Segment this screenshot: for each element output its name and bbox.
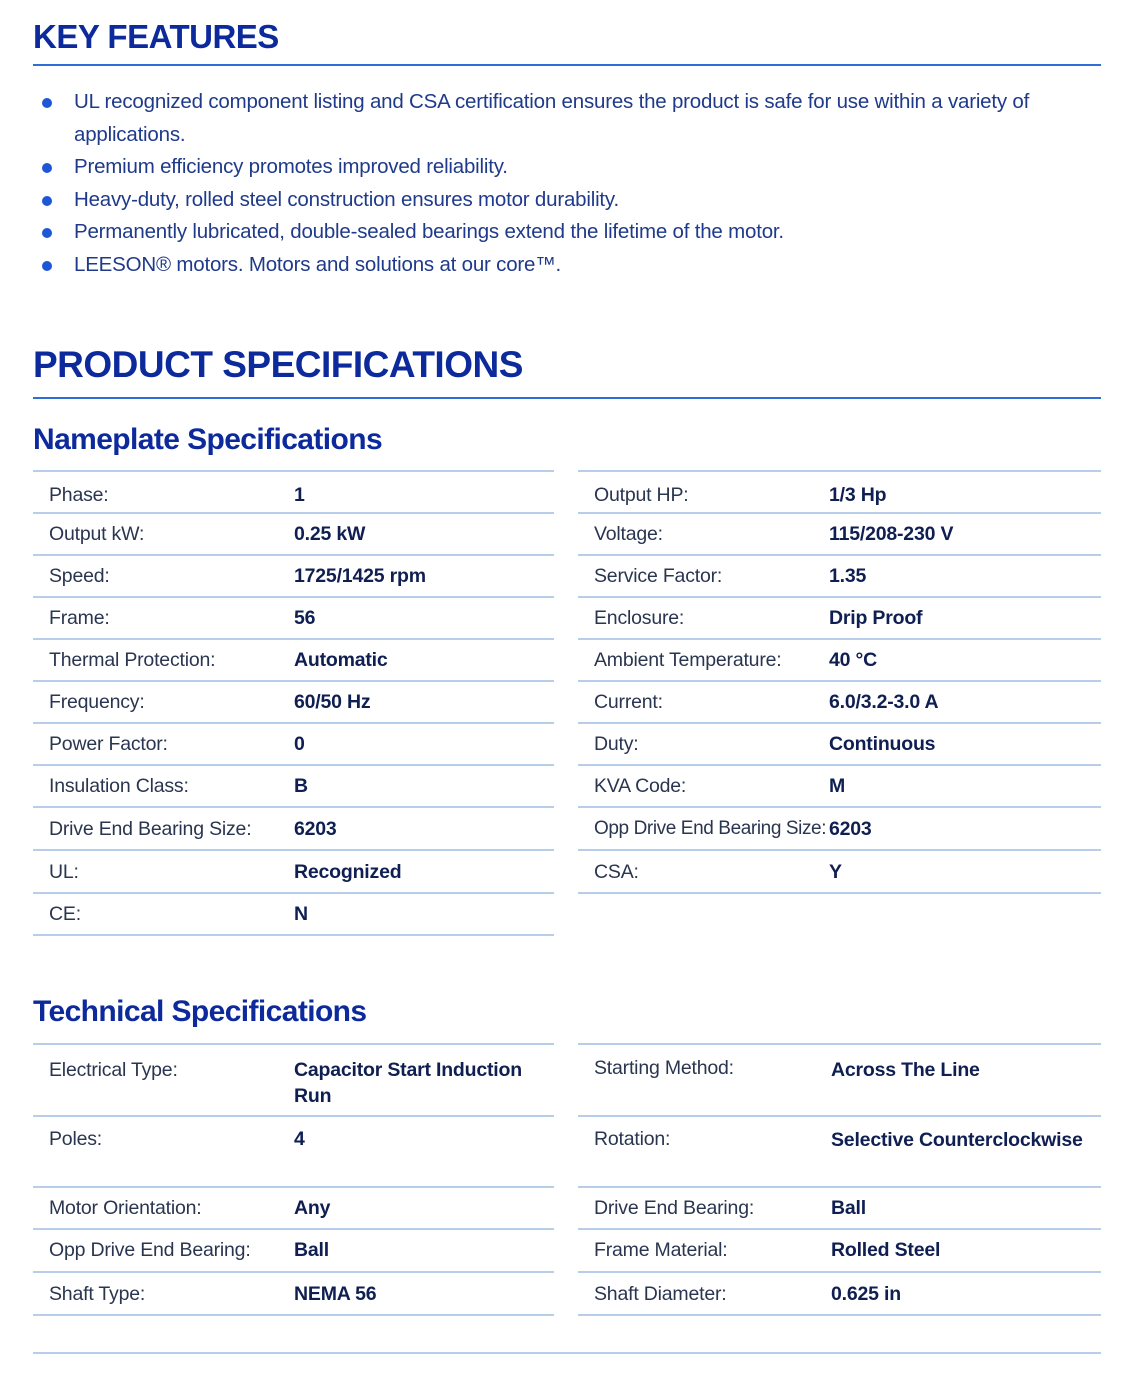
bullet-icon: [42, 98, 52, 108]
feature-text: Permanently lubricated, double-sealed bearings extend the lifetime of the motor.: [74, 220, 784, 243]
bullet-icon: [42, 196, 52, 206]
spec-value: Rolled Steel: [830, 1229, 1101, 1272]
spec-label: Frame:: [33, 597, 293, 639]
spec-label: Power Factor:: [33, 723, 293, 765]
spec-value: Any: [293, 1187, 554, 1229]
spec-label: CE:: [33, 893, 293, 935]
table-row: [33, 471, 554, 513]
spec-value: 115/208-230 V: [828, 513, 1101, 555]
spec-value: 60/50 Hz: [293, 681, 554, 723]
spec-value: 56: [293, 597, 554, 639]
table-row: [578, 1044, 1101, 1116]
feature-text: LEESON® motors. Motors and solutions at our core™.: [74, 252, 562, 276]
feature-item: [40, 151, 1050, 184]
technical-specifications-title: Technical Specifications: [33, 995, 367, 1028]
feature-text: UL recognized component listing and CSA certification ensures the product is safe for use within a variety of applications.: [74, 90, 1030, 146]
spec-label: Ambient Temperature:: [578, 639, 828, 681]
table-row: [33, 765, 554, 807]
feature-item: [40, 86, 1050, 151]
table-row: [33, 1116, 554, 1187]
spec-value: 1.35: [828, 555, 1101, 597]
table-row: [578, 681, 1101, 723]
table-row: [578, 723, 1101, 765]
spec-value: 0: [293, 723, 554, 765]
table-row: [33, 1044, 554, 1116]
spec-value: 1725/1425 rpm: [293, 555, 554, 597]
spec-value: 6203: [293, 807, 554, 850]
key-features-title: KEY FEATURES: [33, 18, 279, 55]
spec-label: Shaft Type:: [33, 1272, 293, 1315]
spec-label: Enclosure:: [578, 597, 828, 639]
spec-value: Y: [828, 850, 1101, 893]
spec-value: 0.625 in: [830, 1272, 1101, 1315]
table-row: [33, 513, 554, 555]
spec-label: Output HP:: [578, 471, 828, 513]
spec-label: Drive End Bearing Size:: [33, 807, 293, 850]
product-specifications-rule: [33, 397, 1101, 399]
nameplate-specifications-title: Nameplate Specifications: [33, 423, 383, 456]
spec-value: 0.25 kW: [293, 513, 554, 555]
spec-value: Automatic: [293, 639, 554, 681]
spec-label: Shaft Diameter:: [578, 1272, 830, 1315]
spec-label: Current:: [578, 681, 828, 723]
spec-label: Rotation:: [578, 1116, 830, 1187]
technical-left-table: [33, 1043, 554, 1316]
spec-label: Voltage:: [578, 513, 828, 555]
spec-label: Insulation Class:: [33, 765, 293, 807]
spec-value: Ball: [293, 1229, 554, 1272]
spec-label: Thermal Protection:: [33, 639, 293, 681]
spec-label: Electrical Type:: [33, 1044, 293, 1116]
spec-label: CSA:: [578, 850, 828, 893]
spec-label: Service Factor:: [578, 555, 828, 597]
spec-label: Output kW:: [33, 513, 293, 555]
table-row: [578, 1116, 1101, 1187]
spec-label: Drive End Bearing:: [578, 1187, 830, 1229]
feature-text: Heavy-duty, rolled steel construction ensures motor durability.: [74, 187, 619, 211]
feature-item: [40, 184, 1050, 217]
spec-label: Opp Drive End Bearing Size:: [578, 807, 828, 850]
spec-value: 6.0/3.2-3.0 A: [828, 681, 1101, 723]
table-row: [578, 1187, 1101, 1229]
table-row: [578, 555, 1101, 597]
table-row: [578, 597, 1101, 639]
table-row: [33, 1272, 554, 1315]
spec-label: UL:: [33, 850, 293, 893]
table-row: [578, 639, 1101, 681]
table-row: [33, 1187, 554, 1229]
table-row: [33, 850, 554, 893]
table-row: [33, 681, 554, 723]
spec-label: Speed:: [33, 555, 293, 597]
spec-label: KVA Code:: [578, 765, 828, 807]
table-row: [578, 850, 1101, 893]
bottom-rule: [33, 1352, 1101, 1354]
spec-value: 6203: [828, 807, 1101, 850]
spec-value: 1/3 Hp: [828, 471, 1101, 513]
technical-right-table: [578, 1043, 1101, 1316]
table-row: [33, 555, 554, 597]
table-row: [578, 807, 1101, 850]
table-row: [33, 723, 554, 765]
spec-label: Opp Drive End Bearing:: [33, 1229, 293, 1272]
spec-value: 40 °C: [828, 639, 1101, 681]
spec-value: M: [828, 765, 1101, 807]
spec-value: 1: [293, 471, 554, 513]
nameplate-left-table: [33, 470, 554, 936]
table-row: [578, 1229, 1101, 1272]
bullet-icon: [42, 261, 52, 271]
spec-value: NEMA 56: [293, 1272, 554, 1315]
key-features-rule: [33, 64, 1101, 66]
table-row: [33, 807, 554, 850]
spec-label: Starting Method:: [578, 1044, 830, 1116]
nameplate-right-table: [578, 470, 1101, 894]
spec-value: Ball: [830, 1187, 1101, 1229]
spec-value: Drip Proof: [828, 597, 1101, 639]
feature-item: [40, 249, 1050, 282]
spec-value: Selective Counterclockwise: [830, 1116, 1101, 1187]
spec-label: Poles:: [33, 1116, 293, 1187]
product-specifications-title: PRODUCT SPECIFICATIONS: [33, 344, 523, 385]
spec-value: B: [293, 765, 554, 807]
table-row: [33, 893, 554, 935]
table-row: [578, 765, 1101, 807]
table-row: [578, 471, 1101, 513]
feature-item: [40, 216, 1050, 249]
table-row: [578, 513, 1101, 555]
spec-value: Continuous: [828, 723, 1101, 765]
bullet-icon: [42, 228, 52, 238]
spec-value: N: [293, 893, 554, 935]
spec-label: Phase:: [33, 471, 293, 513]
spec-label: Frequency:: [33, 681, 293, 723]
key-features-list: [40, 86, 1050, 281]
feature-text: Premium efficiency promotes improved reliability.: [74, 155, 508, 178]
table-row: [33, 597, 554, 639]
table-row: [33, 639, 554, 681]
spec-label: Frame Material:: [578, 1229, 830, 1272]
spec-value: Recognized: [293, 850, 554, 893]
spec-label: Motor Orientation:: [33, 1187, 293, 1229]
spec-value: 4: [293, 1116, 554, 1187]
spec-label: Duty:: [578, 723, 828, 765]
spec-value: Capacitor Start Induction Run: [293, 1044, 554, 1116]
spec-value: Across The Line: [830, 1044, 1101, 1116]
table-row: [578, 1272, 1101, 1315]
bullet-icon: [42, 163, 52, 173]
table-row: [33, 1229, 554, 1272]
